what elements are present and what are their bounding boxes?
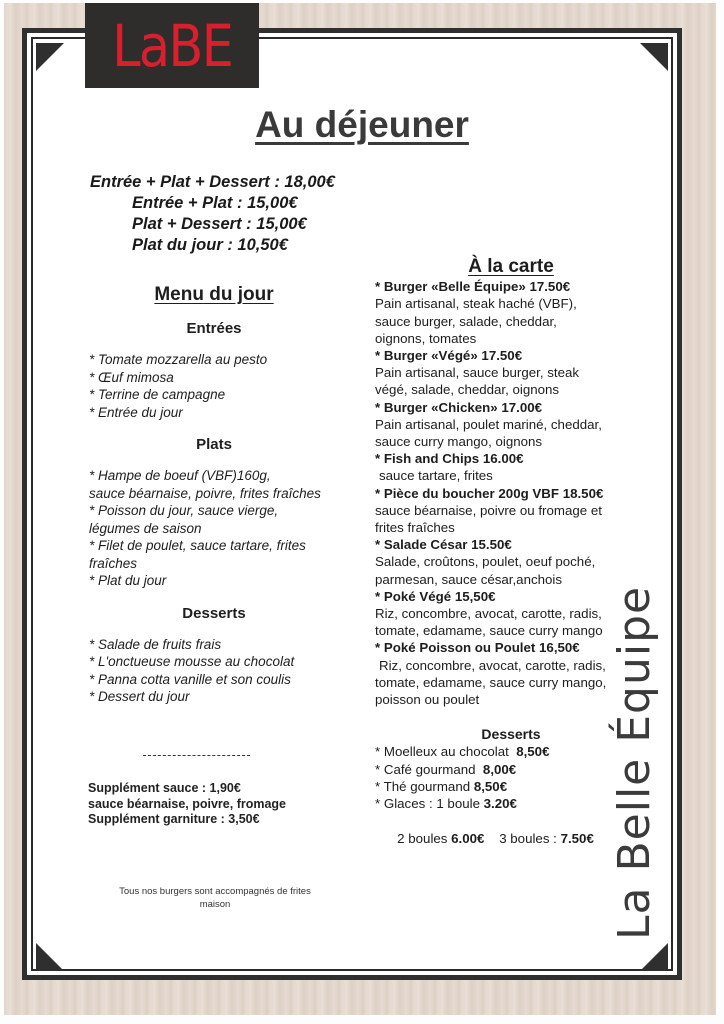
page-title: Au déjeuner <box>255 104 469 145</box>
plats-list <box>89 467 339 590</box>
desserts-title: Desserts <box>182 604 246 622</box>
item-desc: sauce tartare, frites <box>379 468 493 484</box>
menu-item <box>375 588 637 640</box>
item-name: * Burger «Belle Équipe» 17.50€ <box>375 279 571 295</box>
list-item: * Poisson du jour, sauce vierge, <box>89 503 279 518</box>
section-title: À la carte <box>468 256 554 277</box>
menu-item <box>375 536 637 588</box>
item-desc: sauce burger, salade, cheddar, <box>375 313 557 329</box>
item-desc: tomate, edamame, sauce curry mango, <box>375 674 607 690</box>
list-item: * Plat du jour <box>89 573 167 588</box>
item-desc: tomate, edamame, sauce curry mango <box>375 623 603 639</box>
item-desc: Riz, concombre, avocat, carotte, radis, <box>379 657 606 673</box>
entrees-list <box>89 351 339 421</box>
glaces-extra <box>375 812 637 864</box>
menu-item <box>375 278 637 347</box>
divider <box>143 755 250 756</box>
desserts-list <box>89 636 339 706</box>
list-item: * Panna cotta vanille et son coulis <box>89 671 291 687</box>
corner-triangle-icon <box>36 943 64 971</box>
item-desc: Riz, concombre, avocat, carotte, radis, <box>375 606 602 622</box>
dessert-price: 8,00€ <box>482 761 517 777</box>
item-desc: parmesan, sauce césar,anchois <box>375 571 563 587</box>
formula-prices <box>90 172 335 256</box>
formula-line: Entrée + Plat : 15,00€ <box>132 194 298 212</box>
carte-dessert-item <box>375 743 637 760</box>
plats-title: Plats <box>196 436 232 453</box>
menu-item <box>375 639 637 708</box>
corner-triangle-icon <box>640 943 668 971</box>
menu-item <box>375 450 637 484</box>
item-desc: sauce béarnaise, poivre ou fromage et <box>375 502 602 518</box>
list-item: * Hampe de boeuf (VBF)160g, <box>89 468 271 483</box>
dessert-label: 3 boules : <box>484 830 561 846</box>
item-desc: frites fraîches <box>375 520 455 536</box>
menu-item <box>375 485 637 537</box>
list-item: * Œuf mimosa <box>89 369 174 385</box>
item-name: * Burger «Chicken» 17.00€ <box>375 399 543 415</box>
item-desc: Pain artisanal, steak haché (VBF), <box>375 296 577 312</box>
dessert-price: 7.50€ <box>560 830 594 846</box>
menu-item <box>375 399 637 451</box>
carte-dessert-item <box>375 761 637 778</box>
carte-dessert-item <box>375 778 637 795</box>
item-desc: Pain artisanal, poulet mariné, cheddar, <box>375 416 602 432</box>
dessert-label: * Café gourmand <box>375 761 483 777</box>
formula-line: Entrée + Plat + Dessert : 18,00€ <box>90 173 335 191</box>
dessert-label: * Thé gourmand <box>375 778 474 794</box>
item-name: * Salade César 15.50€ <box>375 537 512 553</box>
section-title: Menu du jour <box>154 284 274 305</box>
formula-line: Plat du jour : 10,50€ <box>132 236 288 254</box>
list-item: sauce béarnaise, poivre, frites fraîches <box>89 485 321 501</box>
item-name: * Burger «Végé» 17.50€ <box>375 348 523 364</box>
dessert-price: 8,50€ <box>473 778 508 794</box>
dessert-label: * Moelleux au chocolat <box>375 744 517 760</box>
list-item: fraîches <box>89 555 138 571</box>
entrees-title: Entrées <box>186 320 242 337</box>
dessert-label: 2 boules <box>389 830 452 846</box>
item-desc: Pain artisanal, sauce burger, steak <box>375 365 580 381</box>
item-desc: poisson ou poulet <box>375 692 480 708</box>
footnote <box>95 885 335 911</box>
dessert-price: 6.00€ <box>451 830 485 846</box>
footnote-line: Tous nos burgers sont accompagnés de frites <box>119 886 311 897</box>
formula-line: Plat + Dessert : 15,00€ <box>132 215 307 233</box>
list-item: * Dessert du jour <box>89 689 190 704</box>
vertical-brand-name: La Belle Équipe <box>609 585 660 940</box>
dessert-label: * Glaces : 1 boule <box>375 796 484 812</box>
list-item: * Terrine de campagne <box>89 387 226 402</box>
item-desc: Salade, croûtons, poulet, oeuf poché, <box>375 554 596 570</box>
logo-text: LaBE <box>112 11 232 80</box>
supplement-line: sauce béarnaise, poivre, fromage <box>88 796 287 811</box>
menu-du-jour-section <box>89 284 339 706</box>
carte-dessert-item <box>375 795 637 812</box>
list-item: * Salade de fruits frais <box>89 636 222 652</box>
dessert-price: 3.20€ <box>483 796 517 812</box>
list-item: * Entrée du jour <box>89 404 183 420</box>
list-item: * Tomate mozzarella au pesto <box>89 352 268 367</box>
item-desc: sauce curry mango, oignons <box>375 434 543 450</box>
menu-item <box>375 347 637 399</box>
supplement-line: Supplément garniture : 3,50€ <box>88 812 260 826</box>
list-item: * Filet de poulet, sauce tartare, frites <box>89 538 306 553</box>
item-desc: végé, salade, cheddar, oignons <box>375 382 560 398</box>
footnote-line: maison <box>199 899 231 910</box>
item-name: * Fish and Chips 16.00€ <box>375 451 524 467</box>
supplement-line: Supplément sauce : 1,90€ <box>88 781 241 795</box>
item-desc: oignons, tomates <box>375 330 477 346</box>
corner-triangle-icon <box>640 43 668 71</box>
list-item: * L'onctueuse mousse au chocolat <box>89 654 295 669</box>
list-item: légumes de saison <box>89 520 202 536</box>
restaurant-logo <box>85 3 259 88</box>
item-name: * Poké Végé 15,50€ <box>375 588 496 604</box>
supplements <box>88 781 286 828</box>
item-name: * Pièce du boucher 200g VBF 18.50€ <box>375 485 604 501</box>
corner-triangle-icon <box>36 43 64 71</box>
dessert-price: 8,50€ <box>516 744 550 760</box>
a-la-carte-section <box>375 258 637 864</box>
item-name: * Poké Poisson ou Poulet 16,50€ <box>375 640 580 656</box>
carte-desserts-title: Desserts <box>481 726 541 743</box>
